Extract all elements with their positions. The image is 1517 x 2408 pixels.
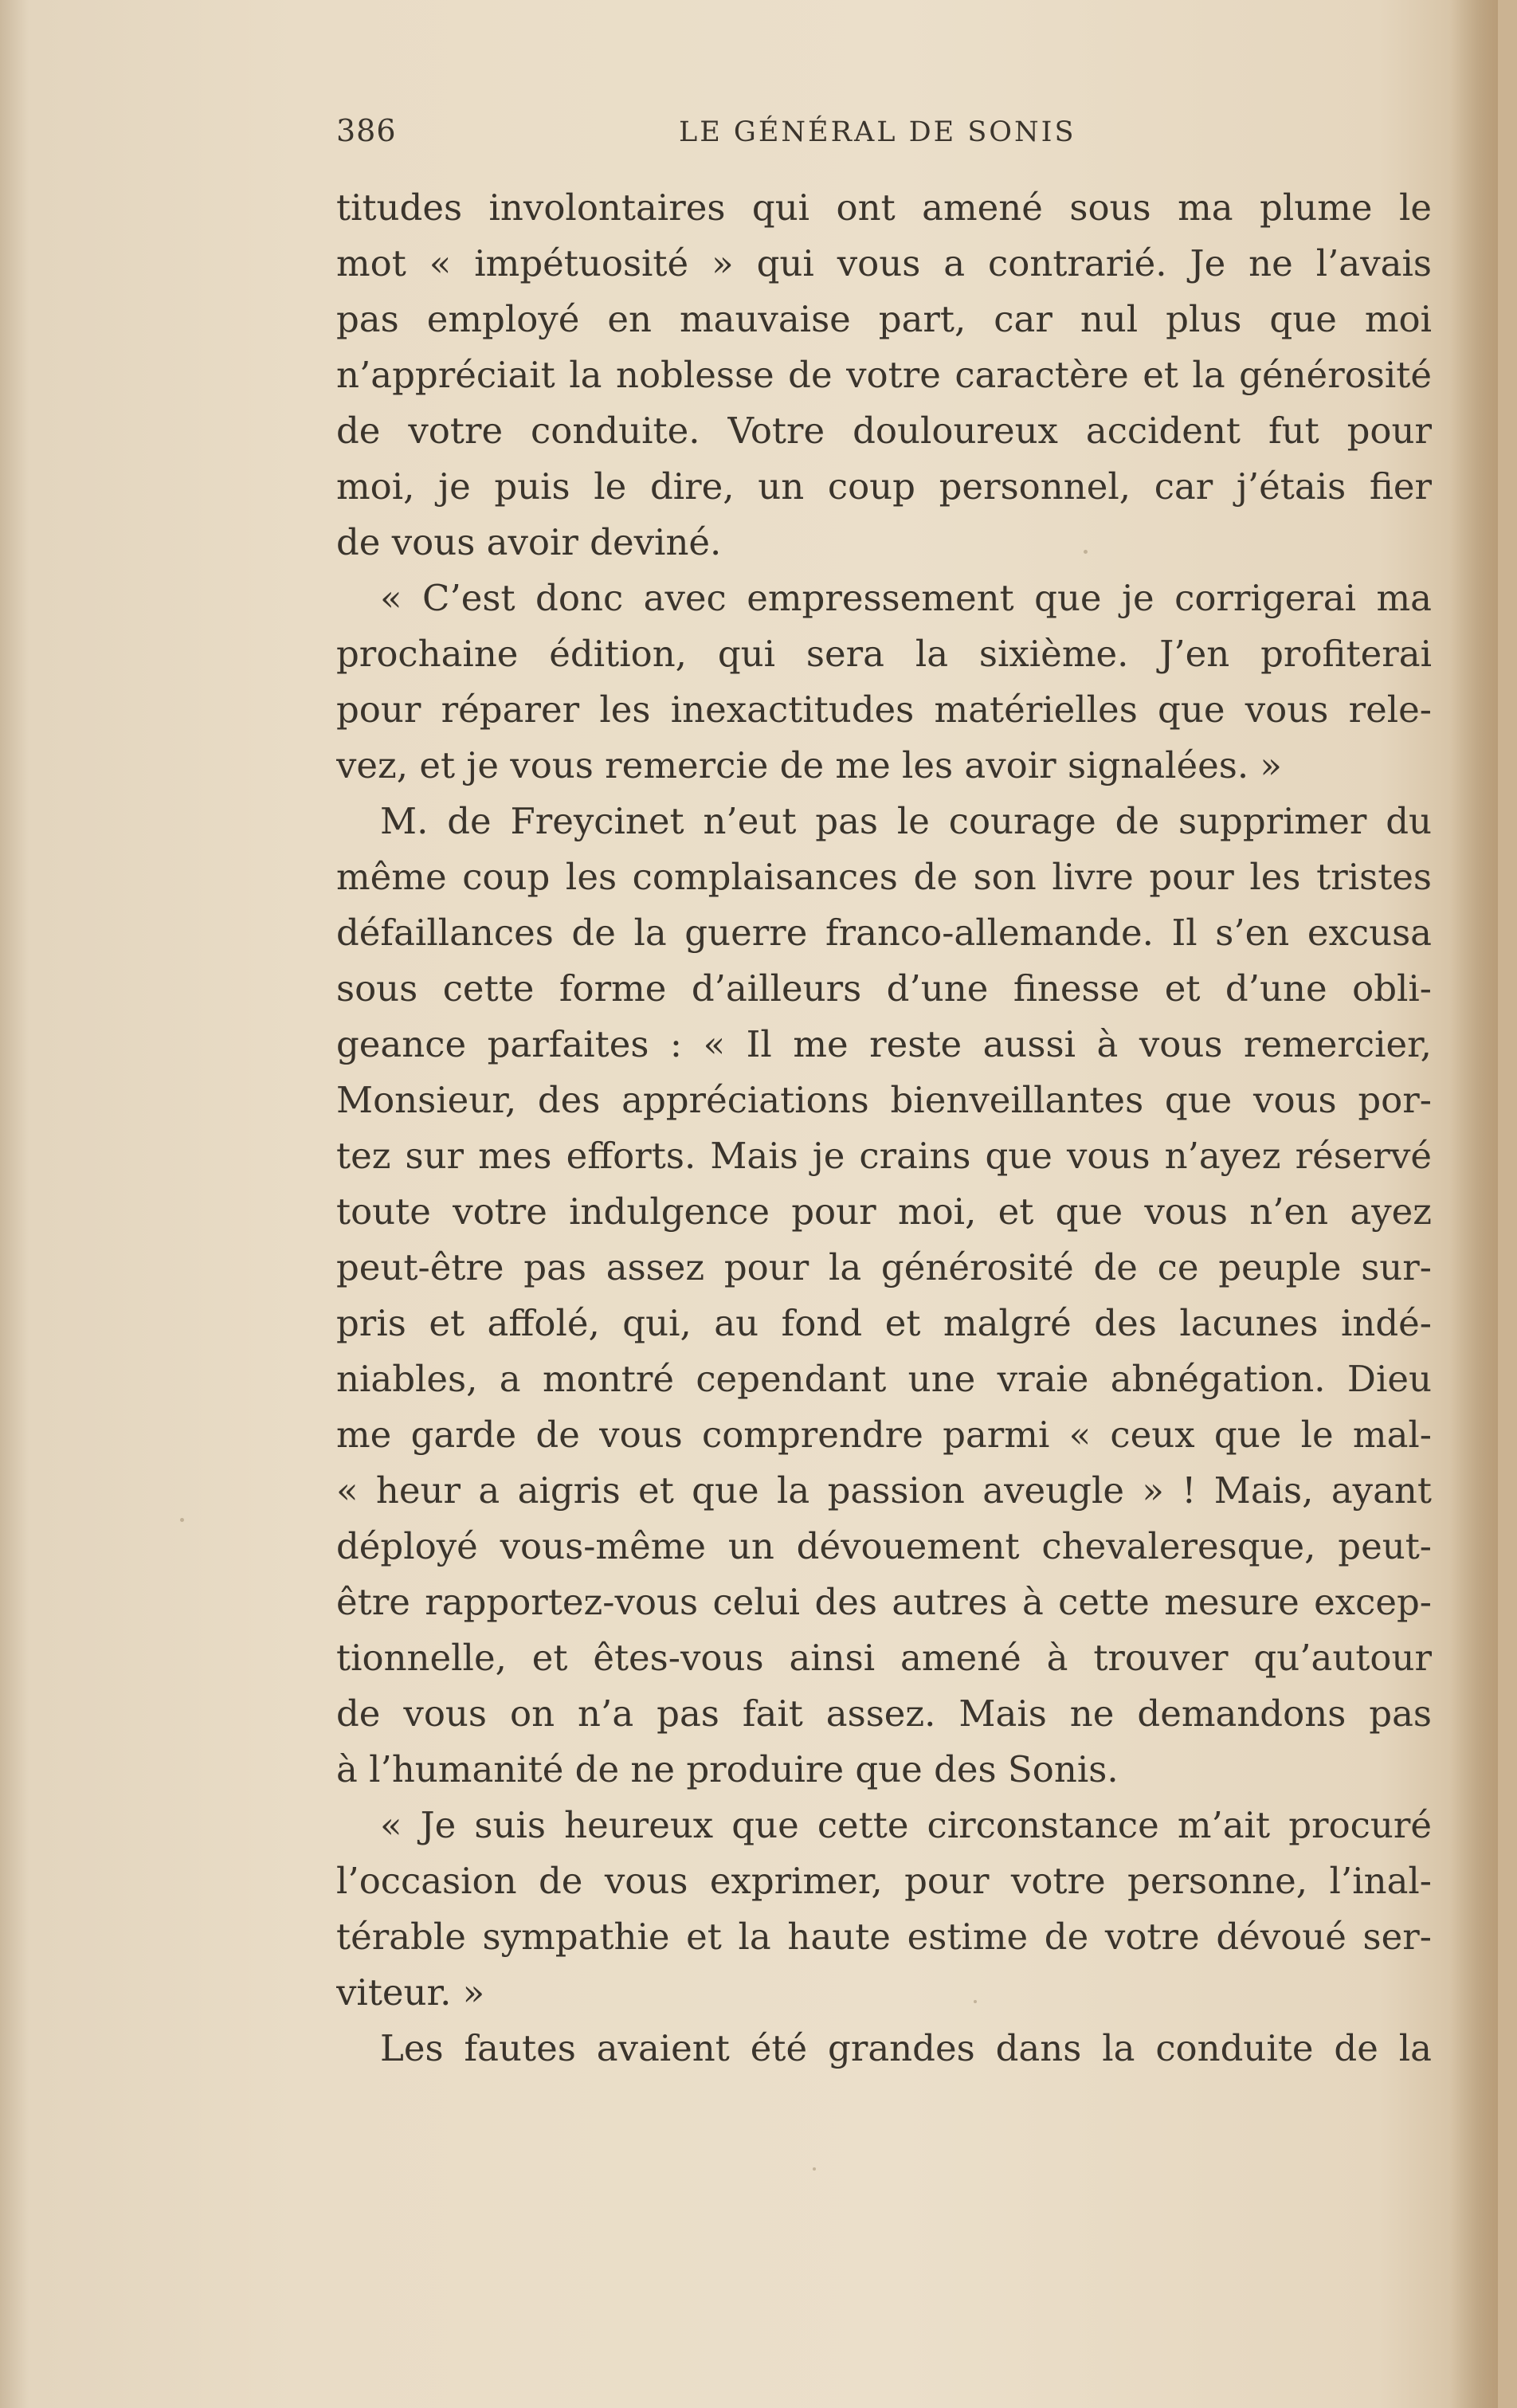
text-line: pour réparer les inexactitudes matérielles que vous rele-	[336, 688, 1432, 731]
text-line: Les fautes avaient été grandes dans la conduite de la	[380, 2027, 1432, 2069]
text-line: pas employé en mauvaise part, car nul plus que moi	[336, 298, 1432, 340]
paper-speck	[813, 2167, 816, 2171]
page-number: 386	[336, 113, 397, 148]
text-line: n’appréciait la noblesse de votre caractère et la générosité	[336, 354, 1432, 396]
text-line: toute votre indulgence pour moi, et que vous n’en ayez	[336, 1190, 1432, 1233]
paper-speck	[180, 1518, 184, 1522]
text-line: tionnelle, et êtes-vous ainsi amené à trouver qu’autour	[336, 1637, 1432, 1679]
text-line: de vous avoir deviné.	[336, 521, 722, 563]
text-line: vez, et je vous remercie de me les avoir signalées. »	[336, 744, 1282, 786]
text-line: mot « impétuosité » qui vous a contrarié. Je ne l’avais	[336, 242, 1432, 284]
page-header	[336, 113, 1436, 161]
text-line: titudes involontaires qui ont amené sous ma plume le	[336, 186, 1432, 229]
page-edge-shadow	[1450, 0, 1498, 2408]
text-line: de vous on n’a pas fait assez. Mais ne demandons pas	[336, 1692, 1432, 1735]
text-line: M. de Freycinet n’eut pas le courage de supprimer du	[380, 800, 1432, 842]
paper-speck	[974, 2000, 977, 2003]
text-line: niables, a montré cependant une vraie abnégation. Dieu	[336, 1358, 1432, 1400]
body-text	[336, 180, 1432, 2077]
running-title: LE GÉNÉRAL DE SONIS	[679, 116, 1076, 148]
text-line: même coup les complaisances de son livre pour les tristes	[336, 856, 1432, 898]
text-line: pris et affolé, qui, au fond et malgré des lacunes indé-	[336, 1302, 1432, 1344]
text-line: geance parfaites : « Il me reste aussi à vous remercier,	[336, 1023, 1432, 1065]
text-line: moi, je puis le dire, un coup personnel, car j’étais fier	[336, 465, 1432, 508]
text-line: déployé vous-même un dévouement chevaleresque, peut-	[336, 1525, 1432, 1567]
text-line: « heur a aigris et que la passion aveugle » ! Mais, ayant	[336, 1469, 1432, 1512]
text-line: prochaine édition, qui sera la sixième. J’en profiterai	[336, 633, 1432, 675]
text-line: térable sympathie et la haute estime de votre dévoué ser-	[336, 1916, 1432, 1958]
text-line: me garde de vous comprendre parmi « ceux que le mal-	[336, 1414, 1432, 1456]
text-line: « C’est donc avec empressement que je corrigerai ma	[380, 577, 1432, 619]
text-line: sous cette forme d’ailleurs d’une finesse et d’une obli-	[336, 967, 1432, 1010]
text-line: peut-être pas assez pour la générosité de ce peuple sur-	[336, 1246, 1432, 1288]
text-line: Monsieur, des appréciations bienveillantes que vous por-	[336, 1079, 1432, 1121]
text-line: « Je suis heureux que cette circonstance m’ait procuré	[380, 1804, 1432, 1846]
text-line: tez sur mes efforts. Mais je crains que vous n’ayez réservé	[336, 1135, 1432, 1177]
text-line: défaillances de la guerre franco-allemande. Il s’en excusa	[336, 912, 1432, 954]
text-line: être rapportez-vous celui des autres à cette mesure excep-	[336, 1581, 1432, 1623]
paper-speck	[1084, 550, 1088, 554]
text-line: viteur. »	[336, 1971, 485, 2014]
text-line: de votre conduite. Votre douloureux accident fut pour	[336, 410, 1432, 452]
text-line: l’occasion de vous exprimer, pour votre personne, l’inal-	[336, 1860, 1432, 1902]
page-gutter-shadow	[0, 0, 29, 2408]
text-line: à l’humanité de ne produire que des Sonis.	[336, 1748, 1119, 1790]
